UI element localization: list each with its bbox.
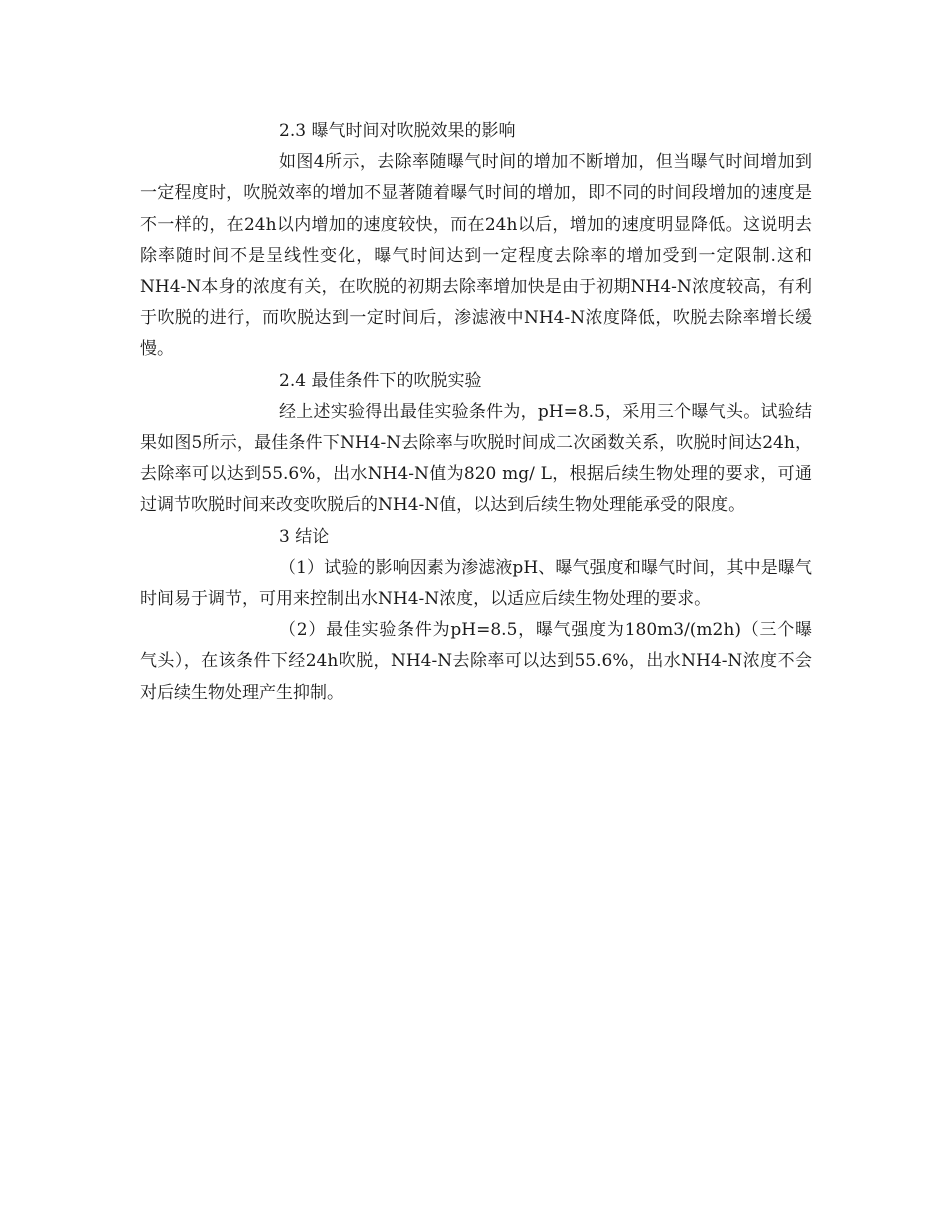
section-heading-conclusion: 3 结论 [279, 526, 330, 547]
paragraph-conclusion-2: （2）最佳实验条件为pH=8.5，曝气强度为180m3/(m2h)（三个曝气头），在该条件下经24h吹脱，NH4-N去除率可以达到55.6%，出水NH4-N浓度不会对后续生物处理产生抑制。 [140, 620, 812, 703]
paragraph-optimal-conditions: 经上述实验得出最佳实验条件为，pH=8.5，采用三个曝气头。试验结果如图5所示，最佳条件下NH4-N去除率与吹脱时间成二次函数关系，吹脱时间达24h，去除率可以达到55.6%，出水NH4-N值为820 mg/ L，根据后续生物处理的要求，可通过调节吹脱时间来改变吹脱后的NH4-N值，以达到后续生物处理能承受的限度。 [140, 401, 812, 516]
section-heading-2-3: 2.3 曝气时间对吹脱效果的影响 [279, 121, 516, 141]
section-heading-2-4: 2.4 最佳条件下的吹脱实验 [279, 370, 482, 391]
document-body [140, 116, 812, 709]
paragraph-conclusion-1: （1）试验的影响因素为渗滤液pH、曝气强度和曝气时间，其中是曝气时间易于调节，可用来控制出水NH4-N浓度，以适应后续生物处理的要求。 [140, 557, 812, 610]
paragraph-aeration-time: 如图4所示，去除率随曝气时间的增加不断增加，但当曝气时间增加到一定程度时，吹脱效率的增加不显著随着曝气时间的增加，即不同的时间段增加的速度是不一样的，在24h以内增加的速度较快，而在24h以后，增加的速度明显降低。这说明去除率随时间不是呈线性变化，曝气时间达到一定程度去除率的增加受到一定限制.这和NH4-N本身的浓度有关，在吹脱的初期去除率增加快是由于初期NH4-N浓度较高，有利于吹脱的进行，而吹脱达到一定时间后，渗滤液中NH4-N浓度降低，吹脱去除率增长缓慢。 [140, 152, 812, 360]
